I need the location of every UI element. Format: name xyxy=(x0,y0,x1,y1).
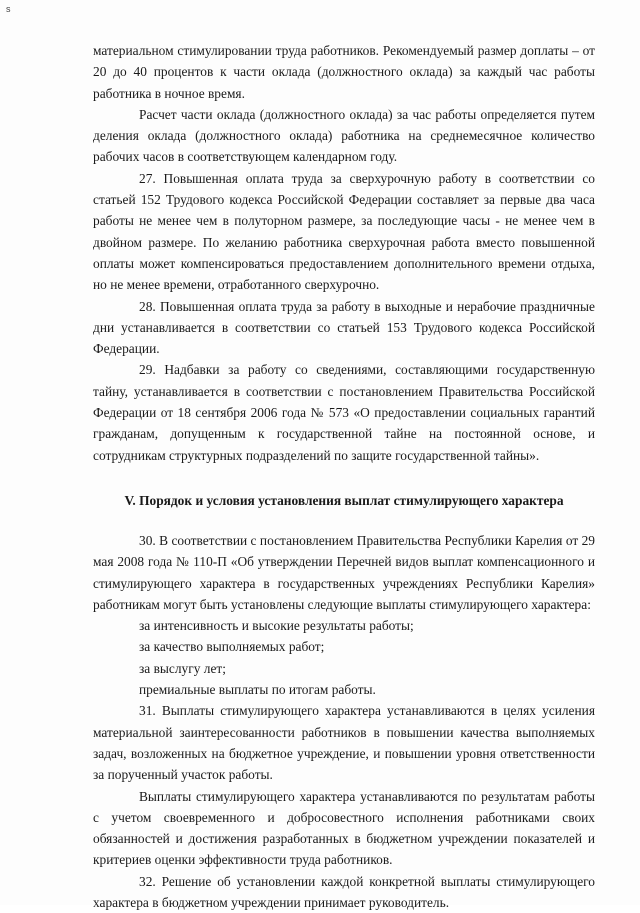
paragraph-30-incentives: 30. В соответствии с постановлением Правительства Республики Карелия от 29 мая 2008 года № 110-П «Об утверждении Перечней видов выплат компенсационного и стимулирующего характера в государственных учреждениях Республики Карелия» работникам могут быть установлены следующие выплаты стимулирующего характера: xyxy=(93,532,595,612)
paragraph-continuation: материальном стимулировании труда работников. Рекомендуемый размер доплаты – от 20 до 40 процентов к части оклада (должностного оклада) за каждый час работы работника в ночное время. xyxy=(93,43,595,101)
list-item: за интенсивность и высокие результаты работы; xyxy=(139,618,414,634)
corner-mark: s xyxy=(6,4,11,14)
paragraph-27-overtime: 27. Повышенная оплата труда за сверхурочную работу в соответствии со статьей 152 Трудового кодекса Российской Федерации составляет за первые два часа работы не менее чем в полуторном размере, за последующие часы - не менее чем в двойном размере. По желанию работника сверхурочная работа вместо повышенной оплаты может компенсироваться предоставлением дополнительного времени отдыха, но не менее времени, отработанного сверхурочно. xyxy=(93,170,595,293)
list-item: за качество выполняемых работ; xyxy=(139,639,325,655)
paragraph-31-purpose: 31. Выплаты стимулирующего характера устанавливаются в целях усиления материальной заинтересованности работников в повышении качества выполняемых задач, возложенных на бюджетное учреждение, и повышении уровня ответственности за порученный участок работы. xyxy=(93,703,595,783)
paragraph-28-holidays: 28. Повышенная оплата труда за работу в выходные и нерабочие праздничные дни устанавливается в соответствии со статьей 153 Трудового кодекса Российской Федерации. xyxy=(93,298,595,357)
paragraph-hourly-rate: Расчет части оклада (должностного оклада) за час работы определяется путем деления оклада (должностного оклада) работника на среднемесячное количество рабочих часов в соответствующем календарном году. xyxy=(93,106,595,165)
document-body xyxy=(93,40,595,913)
paragraph-29-state-secret: 29. Надбавки за работу со сведениями, составляющими государственную тайну, устанавливается в соответствии с постановлением Правительства Российской Федерации от 18 сентября 2006 года № 573 «О предоставлении социальных гарантий гражданам, допущенным к государственной тайне на постоянной основе, и сотрудникам структурных подразделений по защите государственной тайны». xyxy=(93,362,595,463)
list-item: за выслугу лет; xyxy=(139,660,226,676)
paragraph-incentive-basis: Выплаты стимулирующего характера устанавливаются по результатам работы с учетом своевременного и добросовестного исполнения работниками своих обязанностей и достижения разработанных в бюджетном учреждении показателей и критериев оценки эффективности труда работников. xyxy=(93,788,595,868)
list-item: премиальные выплаты по итогам работы. xyxy=(139,682,376,698)
paragraph-32-decision: 32. Решение об установлении каждой конкретной выплаты стимулирующего характера в бюджетном учреждении принимает руководитель. xyxy=(93,873,595,910)
section-heading: V. Порядок и условия установления выплат стимулирующего характера xyxy=(124,492,564,508)
